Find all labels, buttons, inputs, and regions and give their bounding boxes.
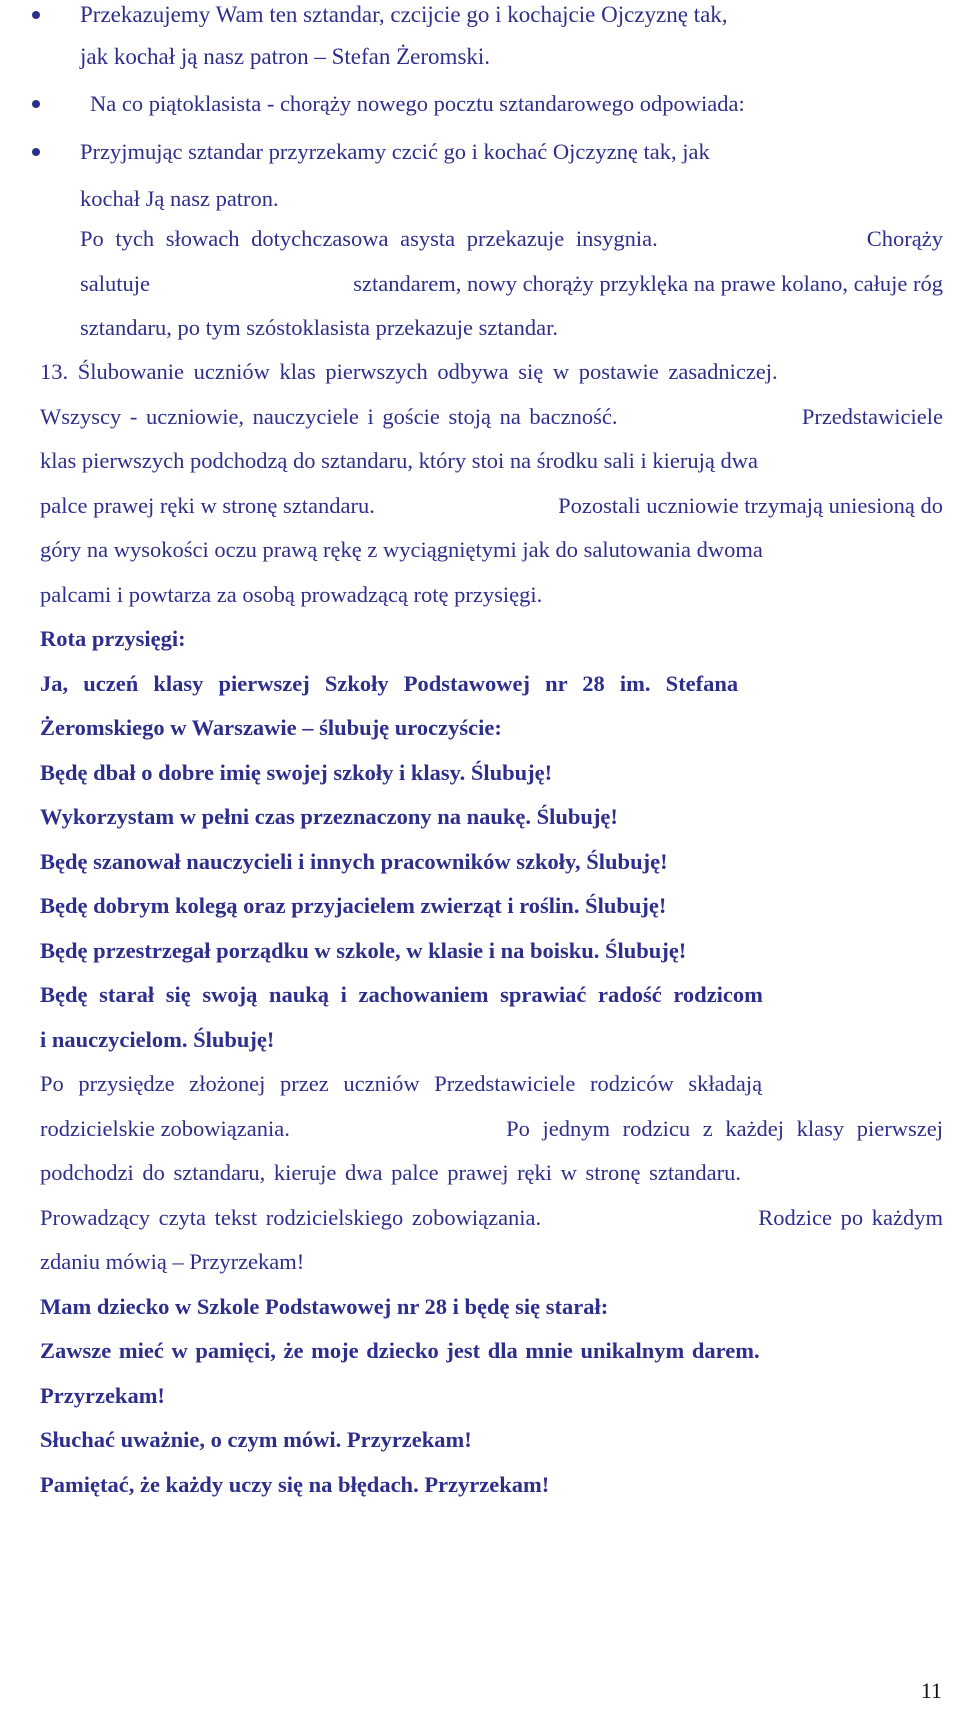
rota-pledge-4: Będę dobrym kolegą oraz przyjacielem zwierząt i roślin. Ślubuję! [40, 893, 667, 918]
parents-text-b: Po jednym rodzicu z każdej klasy pierwszej [506, 1116, 943, 1141]
section-13-line-1: 13. Ślubowanie uczniów klas pierwszych odbywa się w postawie zasadniczej. [40, 359, 778, 384]
insygnia-line-1 [80, 224, 943, 254]
rota-line-1: Ja, uczeń klasy pierwszej Szkoły Podstawowej nr 28 im. Stefana [40, 671, 739, 696]
insygnia-text-b: Chorąży [866, 226, 943, 251]
section-13-line-2 [40, 402, 943, 432]
section-13-text-d: Pozostali uczniowie trzymają uniesioną do [558, 493, 943, 518]
parent-pledge-line-1: Zawsze mieć w pamięci, że moje dziecko jest dla mnie unikalnym darem. [40, 1338, 760, 1363]
parent-pledge-line-2: Przyrzekam! [40, 1383, 165, 1408]
rota-line-2: Żeromskiego w Warszawie – ślubuję uroczyście: [40, 715, 502, 740]
bullet-3-line-1: Przyjmując sztandar przyrzekamy czcić go i kochać Ojczyznę tak, jak [80, 139, 710, 164]
parents-line-2 [40, 1114, 943, 1144]
section-13-line-3: klas pierwszych podchodzą do sztandaru, który stoi na środku sali i kierują dwa [40, 448, 758, 473]
insygnia-line-3: sztandaru, po tym szóstoklasista przekazuje sztandar. [80, 315, 558, 340]
parent-pledge-line-4: Pamiętać, że każdy uczy się na błędach. Przyrzekam! [40, 1472, 550, 1497]
section-13-text-a: Wszyscy - uczniowie, nauczyciele i goście stoją na baczność. [40, 404, 618, 429]
rota-pledge-6-line-2: i nauczycielom. Ślubuję! [40, 1027, 275, 1052]
bullet-dot [32, 11, 40, 19]
parents-line-4 [40, 1203, 943, 1233]
parents-line-5: zdaniu mówią – Przyrzekam! [40, 1249, 305, 1274]
section-13-line-4 [40, 491, 943, 521]
parents-text-c: Prowadzący czyta tekst rodzicielskiego zobowiązania. [40, 1205, 542, 1230]
bullet-dot [32, 148, 40, 156]
insygnia-text-a: Po tych słowach dotychczasowa asysta przekazuje insygnia. [80, 226, 658, 251]
insygnia-text-d: sztandarem, nowy chorąży przyklęka na prawe kolano, całuje róg [353, 271, 943, 296]
rota-pledge-3: Będę szanował nauczycieli i innych pracowników szkoły, Ślubuję! [40, 849, 668, 874]
parents-line-1: Po przysiędze złożonej przez uczniów Przedstawiciele rodziców składają [40, 1071, 763, 1096]
rota-pledge-6-line-1: Będę starał się swoją nauką i zachowaniem sprawiać radość rodzicom [40, 982, 763, 1007]
parents-text-d: Rodzice po każdym [758, 1205, 943, 1230]
bullet-1-line-2: jak kochał ją nasz patron – Stefan Żeromski. [80, 44, 491, 69]
rota-pledge-5: Będę przestrzegał porządku w szkole, w klasie i na boisku. Ślubuję! [40, 938, 687, 963]
section-13-line-6: palcami i powtarza za osobą prowadzącą rotę przysięgi. [40, 582, 543, 607]
parents-text-a: rodzicielskie zobowiązania. [40, 1116, 290, 1141]
bullet-3-line-2: kochał Ją nasz patron. [80, 186, 279, 211]
insygnia-text-c: salutuje [80, 271, 150, 296]
section-13-text-b: Przedstawiciele [801, 404, 943, 429]
parents-line-3: podchodzi do sztandaru, kieruje dwa palce prawej ręki w stronę sztandaru. [40, 1160, 741, 1185]
rota-heading: Rota przysięgi: [40, 626, 186, 651]
parent-pledge-line-3: Słuchać uważnie, o czym mówi. Przyrzekam! [40, 1427, 472, 1452]
insygnia-line-2 [80, 269, 943, 299]
bullet-2: Na co piątoklasista - chorąży nowego pocztu sztandarowego odpowiada: [90, 91, 745, 116]
rota-pledge-2: Wykorzystam w pełni czas przeznaczony na naukę. Ślubuję! [40, 804, 618, 829]
section-13-text-c: palce prawej ręki w stronę sztandaru. [40, 493, 375, 518]
rota-pledge-1: Będę dbał o dobre imię swojej szkoły i klasy. Ślubuję! [40, 760, 553, 785]
bullet-1-line-1: Przekazujemy Wam ten sztandar, czcijcie go i kochajcie Ojczyznę tak, [80, 2, 728, 27]
parent-pledge-heading: Mam dziecko w Szkole Podstawowej nr 28 i będę się starał: [40, 1294, 609, 1319]
page-number: 11 [920, 1678, 942, 1703]
bullet-dot [32, 100, 40, 108]
section-13-line-5: góry na wysokości oczu prawą rękę z wyciągniętymi jak do salutowania dwoma [40, 537, 763, 562]
